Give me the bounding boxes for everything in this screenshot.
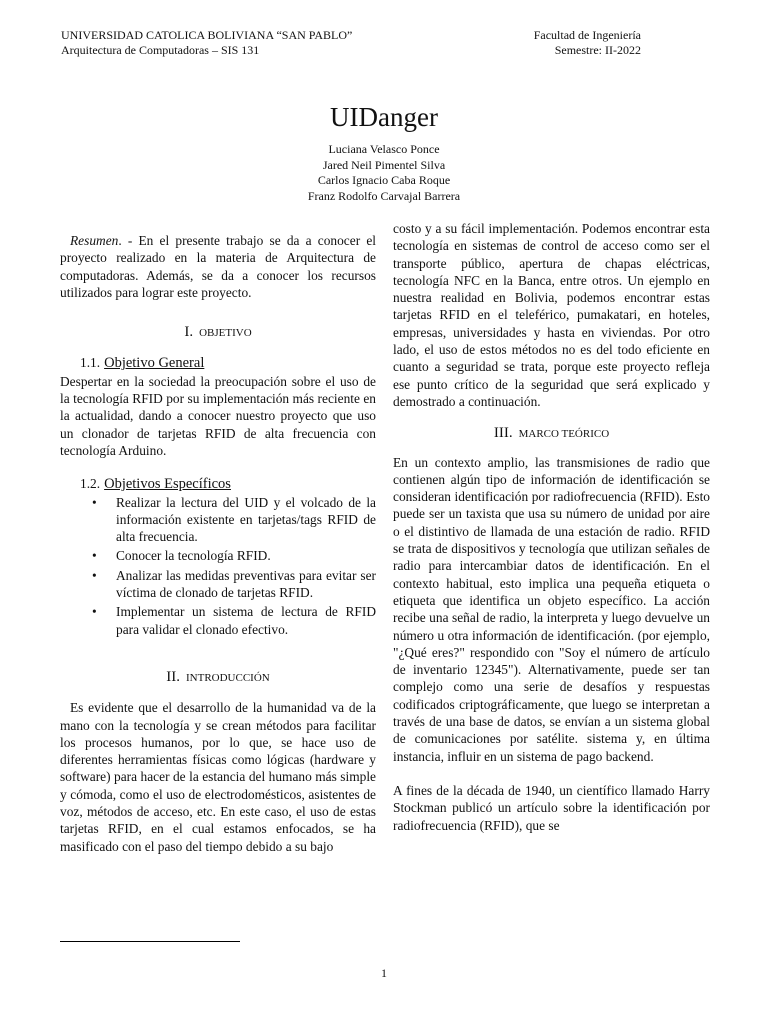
list-item: • Realizar la lectura del UID y el volcado de la información existente en tarjetas/tags RFID de alta frecuencia. (116, 494, 376, 546)
semester: Semestre: II-2022 (554, 43, 641, 57)
author: Franz Rodolfo Carvajal Barrera (307, 188, 461, 203)
section-title: OBJETIVO (199, 327, 252, 340)
subsection-number: 1.2. (80, 476, 101, 492)
list-item: • Analizar las medidas preventivas para evitar ser víctima de clonado de tarjetas RFID. (116, 567, 376, 602)
subsection-number: 1.1. (80, 355, 101, 371)
section-heading-marco-teorico (393, 424, 710, 443)
page-number: 1 (381, 966, 387, 980)
introduccion-paragraph: Es evidente que el desarrollo de la humanidad va de la mano con la tecnología y se crean métodos para facilitar los procesos humanos, por lo que, se hace uso de diferentes herramientas físicas como lógicas (hardware y software) para hacer de la estancia del humano más simple y cómoda, como el uso de electrodomésticos, asistentes de voz, métodos de acceso, etc. En este caso, el uso de estas tarjetas RFID, en el cual estamos enfocados, se ha masificado con el paso del tiempo debido a su bajo (60, 700, 376, 854)
subsection-title: Objetivo General (104, 355, 205, 372)
running-header-left (61, 28, 352, 58)
abstract-text: . - En el presente trabajo se da a conocer el proyecto realizado en la materia de Arquitectura de computadoras. Además, se da a conocer los recursos utilizados para lograr este proyecto. (60, 233, 376, 300)
section-heading-objetivo (60, 323, 376, 342)
objetivo-general-text: Despertar en la sociedad la preocupación sobre el uso de la tecnología RFID por su implementación más reciente en la actualidad, dando a conocer nuestro proyecto que uso un clonador de tarjetas RFID de alta frecuencia con tecnología Arduino. (60, 373, 376, 458)
marco-teorico-paragraph: A fines de la década de 1940, un científico llamado Harry Stockman publicó un artículo sobre la identificación por radiofrecuencia (RFID), que se (393, 782, 710, 833)
author: Carlos Ignacio Caba Roque (317, 173, 451, 187)
list-item: • Conocer la tecnología RFID. (116, 547, 376, 564)
introduccion-continuation: costo y a su fácil implementación. Podemos encontrar esta tecnología en sistemas de control de acceso como ser el transporte público, apertura de chapas eléctricas, tecnología NFC en la Banca, entre otros. Un ejemplo en nuestra realidad en Bolivia, podemos encontrar estas tarjetas RFID en el teleférico, pumakatari, en hoteles, empresas, universidades y hasta en viviendas. Por otro lado, el uso de estos métodos no es del todo eficiente en cuanto a seguridad se trata, porque este proyecto refleja ese punto crítico de la seguridad que será explicado y demostrado a continuación. (393, 221, 710, 409)
paper-title: UIDanger (330, 102, 438, 132)
section-number: I. (184, 324, 194, 341)
running-header-right (534, 28, 641, 58)
university-name: UNIVERSIDAD CATOLICA BOLIVIANA “SAN PABLO” (61, 28, 353, 42)
author: Jared Neil Pimentel Silva (322, 157, 446, 172)
subsection-title: Objetivos Específicos (104, 476, 231, 493)
section-number: II. (166, 668, 180, 685)
section-number: III. (493, 425, 513, 442)
left-column (60, 232, 376, 855)
abstract (60, 232, 376, 301)
subsection-heading (80, 475, 376, 493)
section-heading-introduccion (60, 668, 376, 687)
list-item: • Implementar un sistema de lectura de RFID para validar el clonado efectivo. (116, 603, 376, 638)
author-list (0, 142, 768, 204)
objetivos-especificos-list (60, 494, 376, 638)
subsection-heading (80, 354, 376, 372)
course-name: Arquitectura de Computadoras – SIS 131 (61, 43, 260, 57)
author: Luciana Velasco Ponce (328, 142, 440, 156)
abstract-label: Resumen (70, 233, 119, 248)
faculty-name: Facultad de Ingeniería (533, 28, 641, 42)
section-title: INTRODUCCIÓN (186, 671, 270, 684)
right-column (393, 220, 710, 834)
marco-teorico-paragraph: En un contexto amplio, las transmisiones de radio que contienen algún tipo de información de identificación se consideran identificación por radiofrecuencia (RFID). Esto puede ser un taxista que usa su número de unidad por aire o el distintivo de llamada de una estación de radio. RFID se trata de dispositivos y tecnología que utilizan señales de radio para intercambiar datos de identificación. En el contexto habitual, esto implica una pequeña etiqueta o etiqueta que identifica un objeto específico. La acción recibe una señal de radio, la interpreta y luego devuelve un número u otra información de identificación. (por ejemplo, "¿Qué eres?" respondido con "Soy el número de artículo de inventario 12345"). Alternativamente, puede ser tan complejo como una serie de desafíos y respuestas codificados criptográficamente, que luego se interpretan a través de una base de datos, se envían a un sistema global de comunicaciones por satélite. sistema y, en última instancia, influir en un sistema de pago backend. (393, 454, 710, 764)
footnote-rule (60, 941, 240, 942)
section-title: MARCO TEÓRICO (518, 428, 610, 441)
